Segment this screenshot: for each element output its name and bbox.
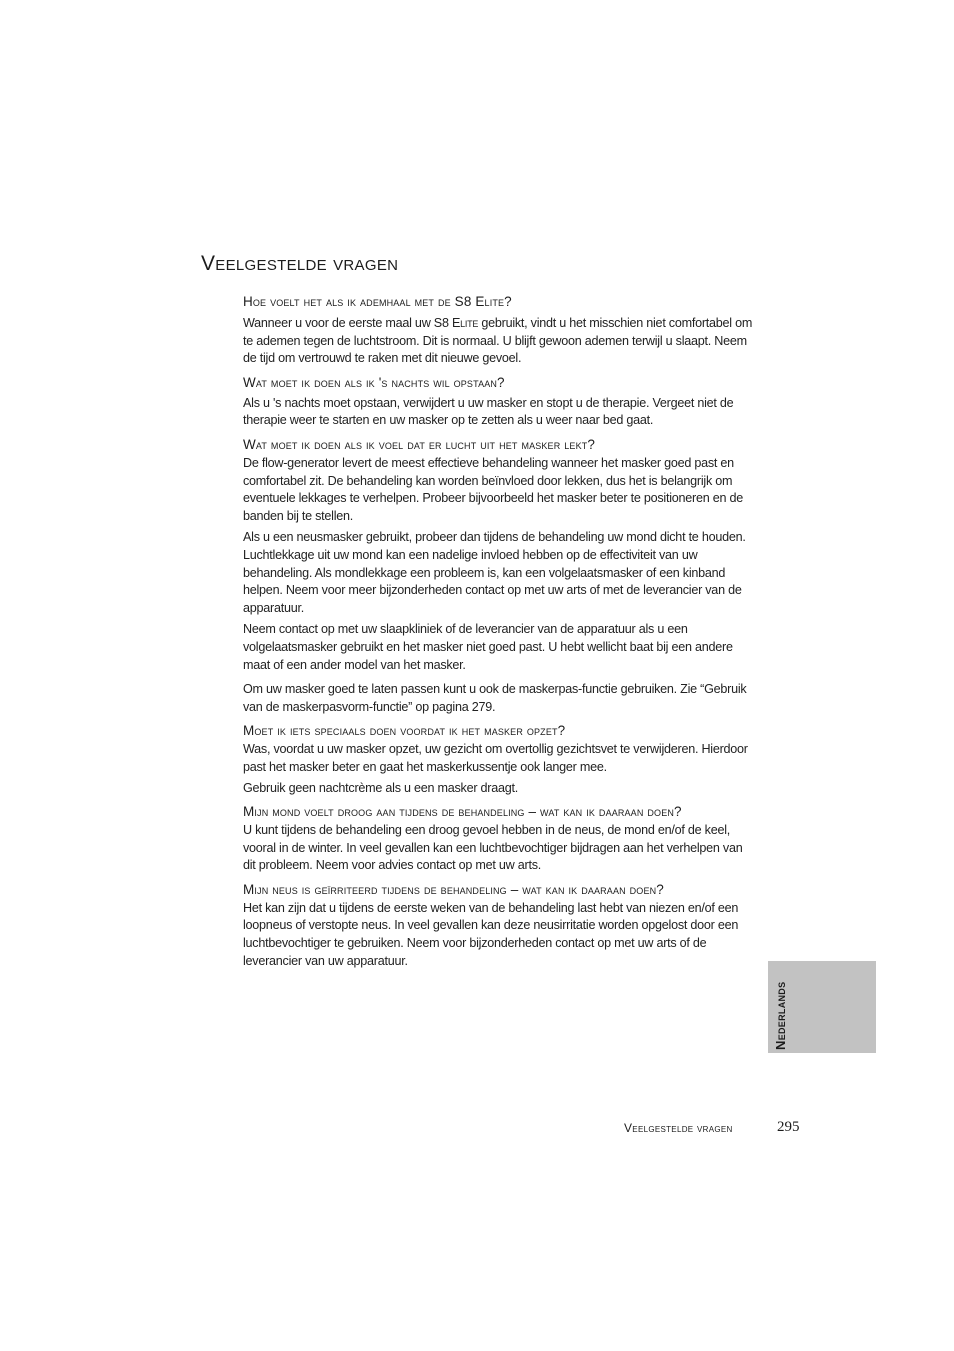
answer-text: Wanneer u voor de eerste maal uw: [243, 316, 434, 330]
product-name: S8 Elite: [433, 316, 479, 330]
faq-question: Mijn neus is geïrriteerd tijdens de behandeling – wat kan ik daaraan doen?: [243, 881, 664, 897]
faq-question: Wat moet ik doen als ik voel dat er lucht uit het masker lekt?: [243, 436, 596, 452]
faq-question: Hoe voelt het als ik ademhaal met de S8 Elite?: [243, 294, 512, 309]
faq-question: Mijn mond voelt droog aan tijdens de behandeling – wat kan ik daaraan doen?: [243, 804, 682, 820]
faq-answer: [243, 315, 753, 368]
footer-running-title: Veelgestelde vragen: [624, 1121, 733, 1135]
faq-answer: Als u 's nachts moet opstaan, verwijdert u uw masker en stopt u de therapie. Vergeet niet de therapie weer te starten en uw masker op te zetten als u weer naar bed gaat.: [243, 395, 734, 428]
faq-answer: Het kan zijn dat u tijdens de eerste weken van de behandeling last hebt van niezen en/of een loopneus of verstopte neus. In veel gevallen kan deze neusirritatie worden opgelost door een luchtbevochtiger te gebruiken. Neem voor bijzonderheden contact op met uw arts of de leverancier van uw apparatuur.: [243, 900, 739, 968]
faq-content: [243, 292, 753, 976]
answer-text: gebruikt, vindt u het misschien niet comfortabel om te ademen tegen de luchtstroom. Dit is normaal. U blijft gewoon ademen terwijl u slaapt. Neem de tijd om vertrouwd te raken met dit nieuwe gevoel.: [243, 316, 753, 366]
faq-answer: Als u een neusmasker gebruikt, probeer dan tijdens de behandeling uw mond dicht te houden. Luchtlekkage uit uw mond kan een nadelige invloed hebben op de effectiviteit van uw behandeling. Als mondlekkage een probleem is, kan een volgelaatsmasker of een kinband helpen. Neem voor meer bijzonderheden contact op met uw arts of met de leverancier van de apparatuur.: [243, 530, 746, 615]
language-side-tab-label: Nederlands: [773, 981, 788, 1050]
faq-question: Moet ik iets speciaals doen voordat ik het masker opzet?: [243, 723, 566, 739]
faq-answer: De flow-generator levert de meest effectieve behandeling wanneer het masker goed past en comfortabel zit. De behandeling kan worden beïnvloed door lekken, dus het is belangrijk om eventuele lekkages te verhelpen. Probeer bijvoorbeeld het masker beter te positioneren en de banden bij te stellen.: [243, 455, 743, 523]
page-title: Veelgestelde vragen: [201, 252, 399, 275]
faq-answer: Gebruik geen nachtcrème als u een masker draagt.: [243, 781, 519, 796]
faq-question: Wat moet ik doen als ik 's nachts wil opstaan?: [243, 374, 505, 390]
faq-answer: Neem contact op met uw slaapkliniek of de leverancier van de apparatuur als u een volgelaatsmasker gebruikt en het masker niet goed past. U hebt wellicht baat bij een andere maat of een ander model van het masker.: [243, 622, 733, 672]
page-number: 295: [777, 1119, 800, 1135]
faq-answer: Was, voordat u uw masker opzet, uw gezicht om overtollig gezichtsvet te verwijderen. Hierdoor past het masker beter en gaat het maskerkussentje ook langer mee.: [243, 742, 748, 774]
faq-answer: U kunt tijdens de behandeling een droog gevoel hebben in de neus, de mond en/of de keel, vooral in de winter. In veel gevallen kan een luchtbevochtiger bijdragen aan het verhelpen van dit probleem. Neem voor advies contact op met uw arts.: [243, 823, 743, 873]
faq-answer: Om uw masker goed te laten passen kunt u ook de maskerpas-functie gebruiken. Zie “Gebruik van de maskerpasvorm-functie” op pagina 279.: [243, 682, 747, 714]
